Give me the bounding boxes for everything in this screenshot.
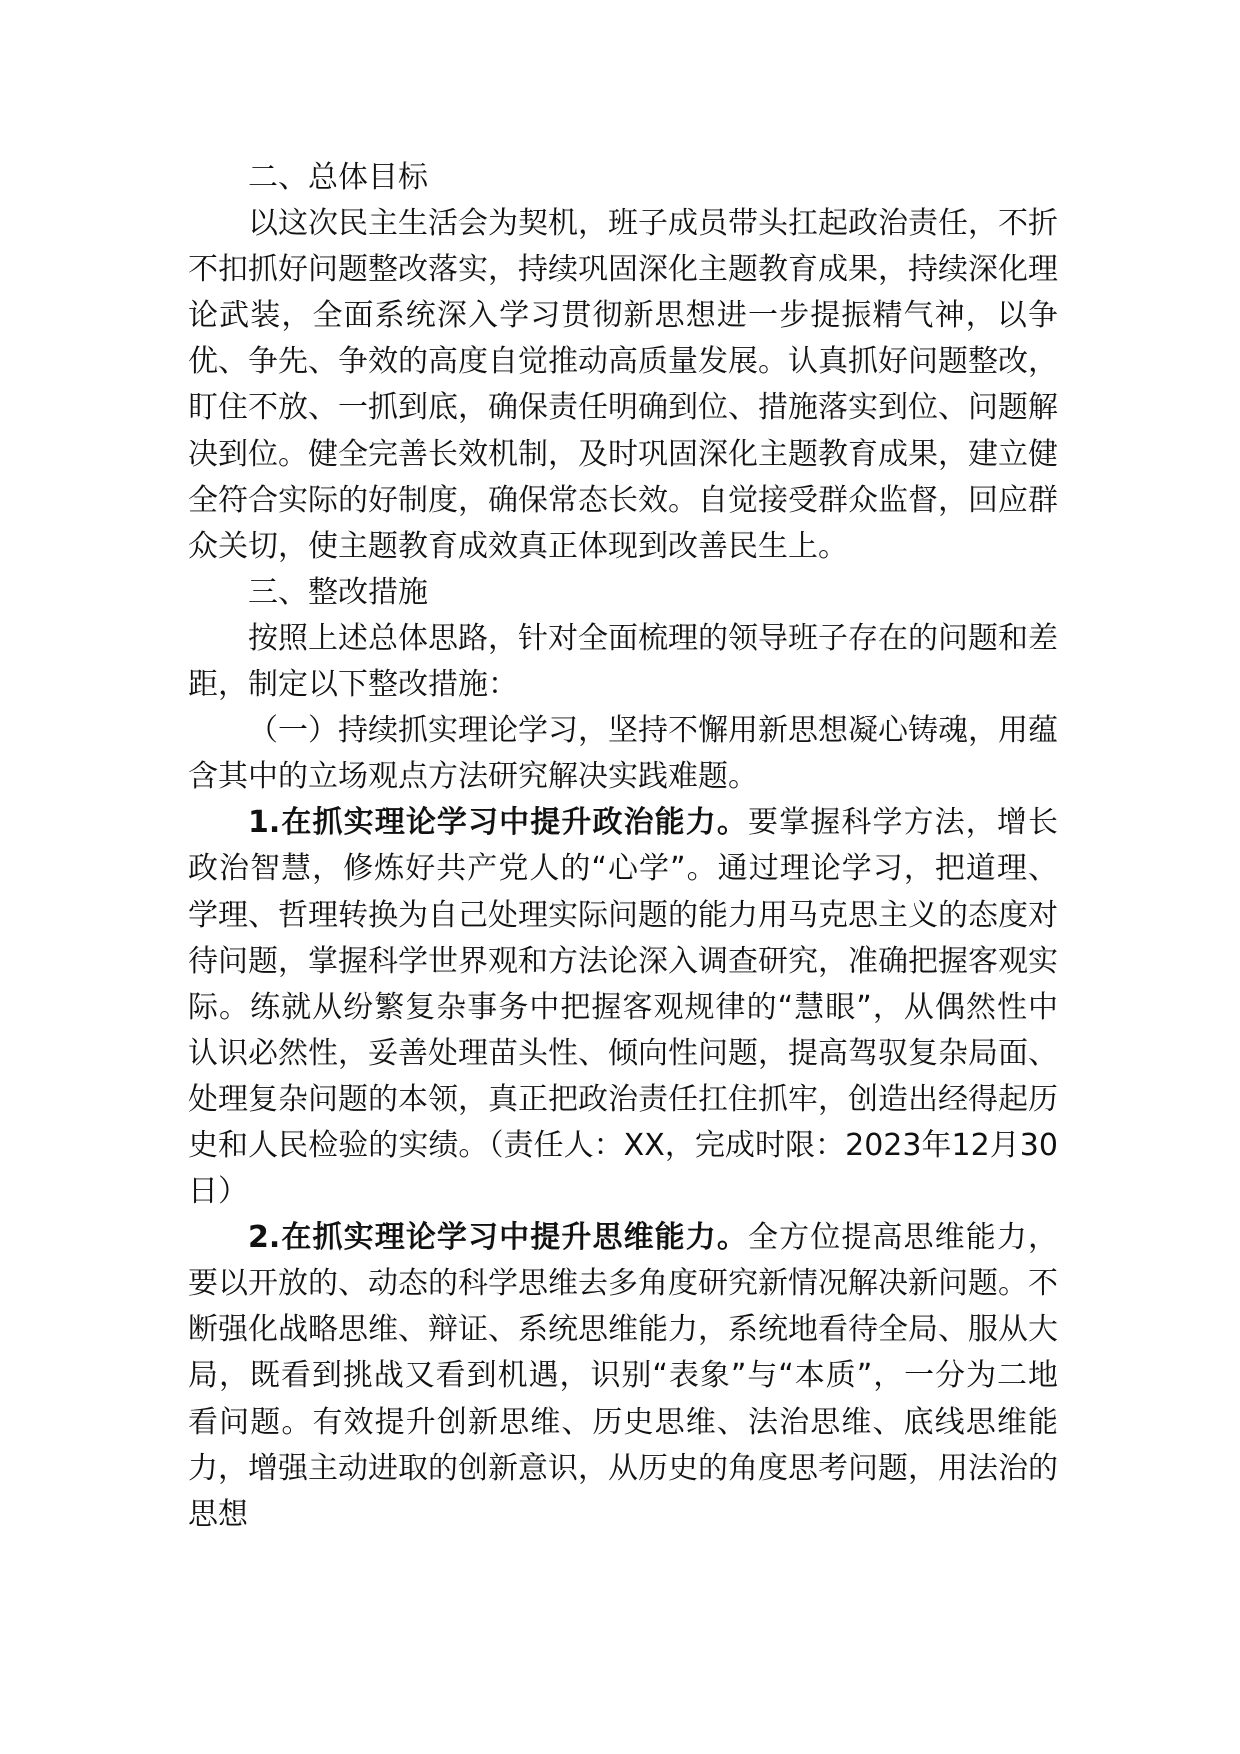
paragraph-overall-goals: 以这次民主生活会为契机，班子成员带头扛起政治责任，不折不扣抓好问题整改落实，持续巩固深化主题教育成果，持续深化理论武装，全面系统深入学习贯彻新思想进一步提振精气神，以争优、争先、争效的高度自觉推动高质量发展。认真抓好问题整改，盯住不放、一抓到底，确保责任明确到位、措施落实到位、问题解决到位。健全完善长效机制，及时巩固深化主题教育成果，建立健全符合实际的好制度，确保常态长效。自觉接受群众监督，回应群众关切，使主题教育成效真正体现到改善民生上。 — [188, 206, 1058, 564]
paragraph-item-1 — [188, 800, 1058, 1215]
item-2-body: 全方位提高思维能力，要以开放的、动态的科学思维去多角度研究新情况解决新问题。不断强化战略思维、辩证、系统思维能力，系统地看待全局、服从大局，既看到挑战又看到机遇，识别“表象”与“本质”，一分为二地看问题。有效提升创新思维、历史思维、法治思维、底线思维能力，增强主动进取的创新意识，从历史的角度思考问题，用法治的思想 — [188, 1220, 1058, 1532]
item-2-title: 2.在抓实理论学习中提升思维能力。 — [248, 1220, 749, 1256]
section-heading-overall-goals: 二、总体目标 — [248, 160, 428, 195]
section-heading-rectification-measures: 三、整改措施 — [248, 574, 428, 610]
item-1-body: 要掌握科学方法，增长政治智慧，修炼好共产党人的“心学”。通过理论学习，把道理、学理、哲理转换为自己处理实际问题的能力用马克思主义的态度对待问题，掌握科学世界观和方法论深入调查研究，准确把握客观实际。练就从纷繁复杂事务中把握客观规律的“慧眼”，从偶然性中认识必然性，妥善处理苗头性、倾向性问题，提高驾驭复杂局面、处理复杂问题的本领，真正把政治责任扛住抓牢，创造出经得起历史和人民检验的实绩。（责任人：XX，完成时限：2023年12月30日） — [188, 805, 1058, 1210]
subsection-heading-theory-study: （一）持续抓实理论学习，坚持不懈用新思想凝心铸魂，用蕴含其中的立场观点方法研究解决实践难题。 — [188, 713, 1058, 795]
document-body — [188, 155, 1058, 1538]
paragraph-measures-intro: 按照上述总体思路，针对全面梳理的领导班子存在的问题和差距，制定以下整改措施： — [188, 620, 1058, 703]
item-1-title: 1.在抓实理论学习中提升政治能力。 — [248, 805, 749, 841]
paragraph-item-2 — [188, 1215, 1058, 1538]
